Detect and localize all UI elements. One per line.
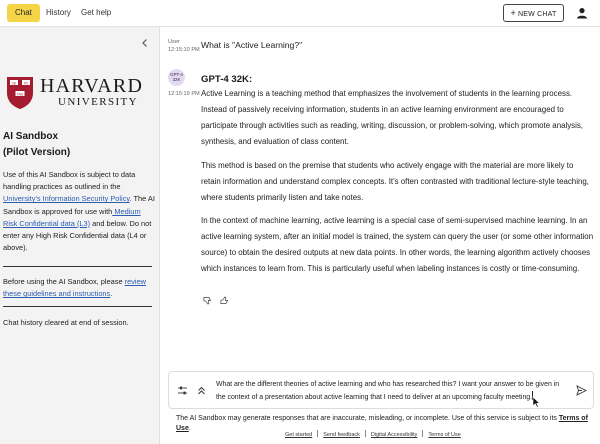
disclaimer-text: The AI Sandbox may generate responses that are inaccurate, misleading, or incomplete. Use of this service is subject to its <box>176 415 559 422</box>
top-nav <box>0 0 600 27</box>
answer-paragraph: This method is based on the premise that students who actively engage with the material are more likely to retain information and understand complex concepts. It's often contrasted with traditional lecture-style teaching, where students primarily listen and take notes. <box>201 161 589 202</box>
sidebar-title <box>3 129 153 161</box>
tab-history[interactable]: History <box>46 8 71 17</box>
model-name: GPT-4 32K: <box>201 74 253 85</box>
sidebar-divider <box>3 306 152 307</box>
footer-terms-of-use[interactable]: Terms of Use <box>428 432 461 438</box>
guidelines-link[interactable]: review these guidelines and instructions <box>3 277 146 299</box>
user-question: What is "Active Learning?" <box>201 40 303 50</box>
footer-links <box>280 430 466 438</box>
message-input[interactable] <box>216 379 561 404</box>
policy-text <box>3 169 155 254</box>
tab-chat[interactable]: Chat <box>7 4 40 22</box>
terms-link[interactable]: Terms of Use <box>176 415 588 432</box>
logo-subtitle: UNIVERSITY <box>58 96 138 108</box>
settings-sliders-icon[interactable] <box>177 385 188 396</box>
guidelines-part2: . <box>110 289 113 299</box>
send-icon[interactable] <box>576 385 587 396</box>
chevron-left-icon[interactable] <box>140 38 150 48</box>
svg-text:TAS: TAS <box>16 92 24 97</box>
harvard-logo <box>6 76 156 110</box>
guidelines-part1: Before using the AI Sandbox, please <box>3 277 125 286</box>
user-account-icon[interactable] <box>576 7 588 19</box>
message-input-value: What are the different theories of active learning and who has researched this? I want your answer to be given in the context of a presentation about active learning that I need to deliver at an upcoming faculty meeting. <box>216 381 560 401</box>
policy-part2: . The AI Sandbox is approved for use with <box>3 194 155 216</box>
policy-part1: Use of this AI Sandbox is subject to data handling practices as outlined in the <box>3 170 136 192</box>
avatar-line2: 32K <box>172 77 181 82</box>
footer-send-feedback[interactable]: Send feedback <box>323 432 360 438</box>
footer-get-started[interactable]: Get started <box>285 432 313 438</box>
footer-separator <box>422 430 423 437</box>
policy-part3: and below. Do not enter any High Risk Confidential data (L4 or above). <box>3 218 152 253</box>
security-policy-link[interactable]: University's Information Security Policy <box>3 194 130 204</box>
tab-get-help[interactable]: Get help <box>81 8 112 17</box>
answer-paragraph: Active Learning is a teaching method that emphasizes the involvement of students in the learning process. Instead of passively receiving information, students in an active learning environment are encouraged to participate through activities such as reading, writing, discussion, or problem-solving, which promote analysis, synthesis, and evaluation of class content. <box>201 89 583 146</box>
footer-separator <box>365 430 366 437</box>
new-chat-label: NEW CHAT <box>518 11 557 18</box>
sidebar-title-line2: (Pilot Version) <box>3 147 71 158</box>
sidebar-title-line1: AI Sandbox <box>3 131 59 142</box>
answer-paragraph: In the context of machine learning, active learning is a special case of semi-supervised machine learning. In an active learning system, after an initial model is trained, the system can query the user (or some other information source) to obtain the desired outputs at new data points. In other words, the learning algorithm actively chooses which instances to learn from. This is particularly useful when labeling instances is costly or time-consuming. <box>201 216 594 273</box>
logo-wordmark: HARVARD <box>40 75 144 97</box>
model-avatar <box>168 69 185 86</box>
user-label: User <box>168 39 180 45</box>
footer-digital-accessibility[interactable]: Digital Accessibility <box>370 432 418 438</box>
plus-icon: + <box>510 8 517 18</box>
user-timestamp: 12:15:10 PM <box>168 47 200 53</box>
history-note: Chat history cleared at end of session. <box>3 318 129 327</box>
mouse-cursor-icon <box>532 396 540 408</box>
sidebar-divider <box>3 266 152 267</box>
svg-text:RI: RI <box>24 81 28 86</box>
thumbs-up-icon[interactable] <box>220 296 229 305</box>
message-input-box <box>168 371 594 409</box>
risk-data-link[interactable]: Medium Risk Confidential data (L3) <box>3 206 141 228</box>
avatar-line1: GPT-4 <box>170 72 183 77</box>
thumbs-down-icon[interactable] <box>203 296 212 305</box>
harvard-shield-icon <box>6 76 34 110</box>
disclaimer-end: . <box>188 425 191 432</box>
sidebar <box>0 27 160 444</box>
footer-separator <box>317 430 318 437</box>
svg-text:VE: VE <box>11 81 17 86</box>
bot-timestamp: 12:15:19 PM <box>168 91 200 97</box>
guidelines-text <box>3 276 155 300</box>
new-chat-button[interactable] <box>503 4 564 22</box>
chevron-up-double-icon[interactable] <box>196 385 207 396</box>
